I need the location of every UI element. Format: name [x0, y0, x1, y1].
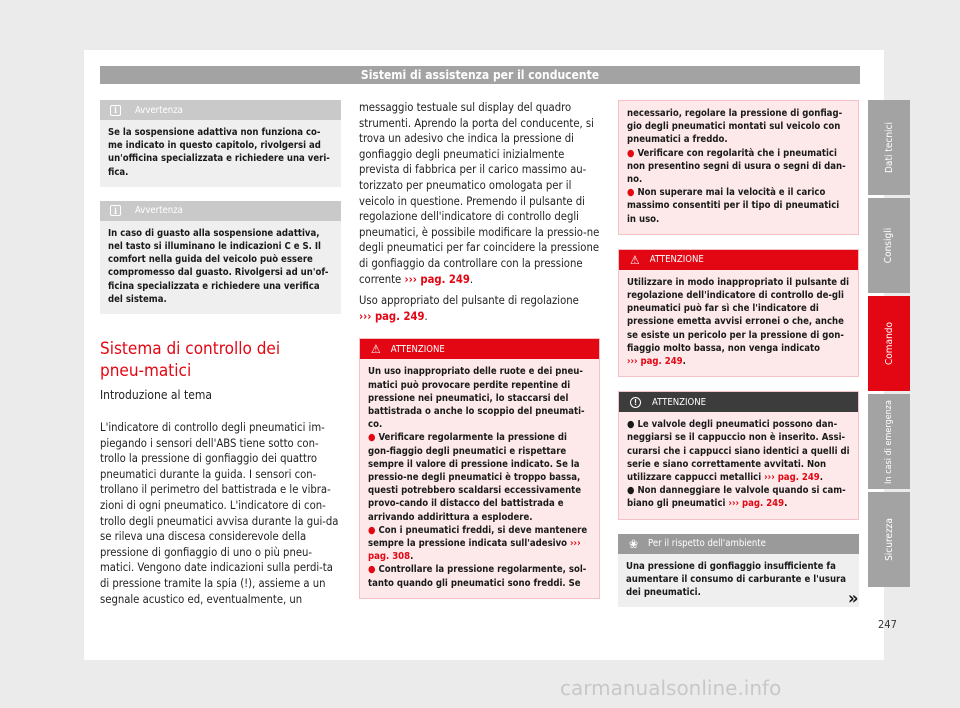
caution-box — [618, 391, 859, 519]
warning-bullet: ● Verificare con regolarità che i pneumatici non presentino segni di usura o segni di dan-no. — [627, 147, 846, 186]
bullet-icon: ● — [627, 187, 638, 199]
warning-box — [618, 249, 859, 377]
tab-in-casi-di-emergenza[interactable]: In casi di emergenza — [868, 394, 910, 489]
continued-marker: » — [848, 588, 859, 609]
environment-text: Una pressione di gonfiaggio insufficiente fa aumentare il consumo di carburante e l'usura dei pneumatici. — [626, 560, 847, 599]
warning-bullet: ● Con i pneumatici freddi, si deve mantenere sempre la pressione indicata sull'adesivo ››› pag. 308. — [368, 524, 588, 563]
column-3 — [618, 100, 859, 621]
page-link[interactable]: ››› pag. 249 — [728, 498, 785, 510]
column-1 — [100, 100, 341, 607]
page-link[interactable]: ››› pag. 249 — [404, 272, 470, 286]
bullet-icon: ● — [368, 524, 379, 536]
warning-bullet: ● Controllare la pressione regolarmente, sol-tanto quando gli pneumatici sono freddi. Se — [368, 564, 587, 589]
notice-box — [100, 100, 341, 187]
body-text: L'indicatore di controllo degli pneumatici im-piegando i sensori dell'ABS tiene sotto con-trollo la pressione di gonfiaggio dei quattro pneumatici durante la guida. I sensori con-trollano il perimetro del battistrada e le vibra-zioni di ogni pneumatico. L'indicatore di con-trollo degli pneumatici avvisa durante la gui-da se rileva una discesa considerevole della pressione di gonfiaggio di uno o più pneu-matici. Vengono date indicazioni sulla perdi-ta di pressione tramite la spia (!), assieme a un segnale acustico ed, eventualmente, un — [100, 421, 339, 606]
tab-sicurezza[interactable]: Sicurezza — [868, 492, 910, 587]
notice-text: Se la sospensione adattiva non funziona co-me indicato in questo capitolo, rivolgersi ad un'officina specializzata e richiedere una veri-fica. — [108, 127, 330, 178]
tab-consigli[interactable]: Consigli — [868, 198, 910, 293]
info-icon: i — [110, 205, 121, 216]
caution-bullet: ● Non danneggiare le valvole quando si cam-biano gli pneumatici ››› pag. 249. — [627, 485, 846, 510]
warning-box — [359, 338, 600, 598]
warning-bullet: ● Non superare mai la velocità e il carico massimo consentiti per il tipo di pneumatici in uso. — [627, 187, 840, 225]
watermark: carmanualsonline.info — [560, 676, 782, 700]
section-title: Sistema di controllo dei pneu-matici — [100, 339, 281, 382]
bullet-icon: ● — [627, 147, 638, 159]
body-text: messaggio testuale sul display del quadro strumenti. Aprendo la porta del conducente, si trova un adesivo che indica la pressione di gonfiaggio degli pneumatici inizialmente prevista di fabbrica per il carico massimo au-torizzato per pneumatico omologata per il veicolo in questione. Premendo il pulsante di regolazione dell'indicatore di controllo degli pneumatici, è possibile modificare la pressio-ne degli pneumatici per far coincidere la pressione di gonfiaggio da controllare con la pressione corrente ››› pag. 249. — [359, 101, 600, 286]
tab-comando[interactable]: Comando — [868, 296, 910, 391]
warning-continuation-box — [618, 100, 859, 235]
warning-title: ATTENZIONE — [649, 254, 704, 266]
body-text: Uso appropriato del pulsante di regolazione ››› pag. 249. — [359, 294, 579, 323]
warning-text: Utilizzare in modo inappropriato il pulsante di regolazione dell'indicatore di controllo de-gli pneumatici può far sì che l'indicatore di pressione emetta avvisi erronei o che, anche se esiste un pericolo per la pressione di gon-fiaggio molto bassa, non venga indicato ››› pag. 249. — [627, 276, 850, 368]
page-link[interactable]: ››› pag. 249 — [764, 472, 820, 484]
notice-text: In caso di guasto alla sospensione adattiva, nel tasto si illuminano le indicazioni C e S. Il comfort nella guida del veicolo può essere compromesso dal guasto. Rivolgersi ad un'of-ficina specializzata e richiedere una verifica del sistema. — [108, 227, 329, 305]
notice-title: Avvertenza — [135, 205, 183, 217]
page-header: Sistemi di assistenza per il conducente — [100, 66, 860, 84]
section-subtitle: Introduzione al tema — [100, 388, 212, 403]
info-icon: i — [110, 105, 121, 116]
page-link[interactable]: ››› pag. 249 — [627, 356, 683, 368]
bullet-icon: ● — [627, 419, 638, 431]
page-number: 247 — [878, 618, 897, 631]
caution-title: ATTENZIONE — [652, 396, 707, 408]
caution-bullet: ● Le valvole degli pneumatici possono dan-neggiarsi se il cappuccio non è inserito. Assi-curarsi che i cappucci siano identici a quelli di serie e siano correttamente avvitati. Non utilizzare cappucci metallici ››› pag. 249. — [627, 419, 850, 484]
notice-title: Avvertenza — [135, 104, 183, 116]
bullet-icon: ● — [368, 432, 379, 444]
warning-title: ATTENZIONE — [390, 343, 445, 355]
page-link[interactable]: ››› pag. 308 — [368, 537, 581, 563]
leaf-icon: ❀ — [629, 536, 639, 551]
warning-triangle-icon: ⚠ — [630, 252, 640, 267]
environment-box — [618, 534, 859, 608]
warning-triangle-icon: ⚠ — [371, 342, 381, 357]
warning-continuation-text: necessario, regolare la pressione di gonfiag-gio degli pneumatici montati sul veicolo con pneumatici a freddo. — [627, 108, 843, 146]
bullet-icon: ● — [627, 485, 638, 497]
warning-bullet: ● Verificare regolarmente la pressione di gon-fiaggio degli pneumatici e rispettare sempre il valore di pressione indicato. Se la pressio-ne degli pneumatici è troppo bassa, questi potrebbero scaldarsi eccessivamente provo-cando il distacco del battistrada e arrivando addirittura a esplodere. — [368, 432, 582, 523]
warning-intro: Un uso inappropriato delle ruote e dei pneu-matici può provocare perdite repentine di pressione nei pneumatici, lo staccarsi del battistrada o anche lo scoppio del pneumati-co. — [368, 366, 585, 431]
caution-icon: ! — [630, 397, 641, 408]
bullet-icon: ● — [368, 564, 379, 576]
environment-title: Per il rispetto dell'ambiente — [648, 538, 766, 550]
tab-dati-tecnici[interactable]: Dati tecnici — [868, 100, 910, 195]
notice-box — [100, 201, 341, 314]
chapter-tabs — [868, 100, 910, 590]
column-2 — [359, 100, 600, 613]
page-link[interactable]: ››› pag. 249 — [359, 309, 425, 323]
